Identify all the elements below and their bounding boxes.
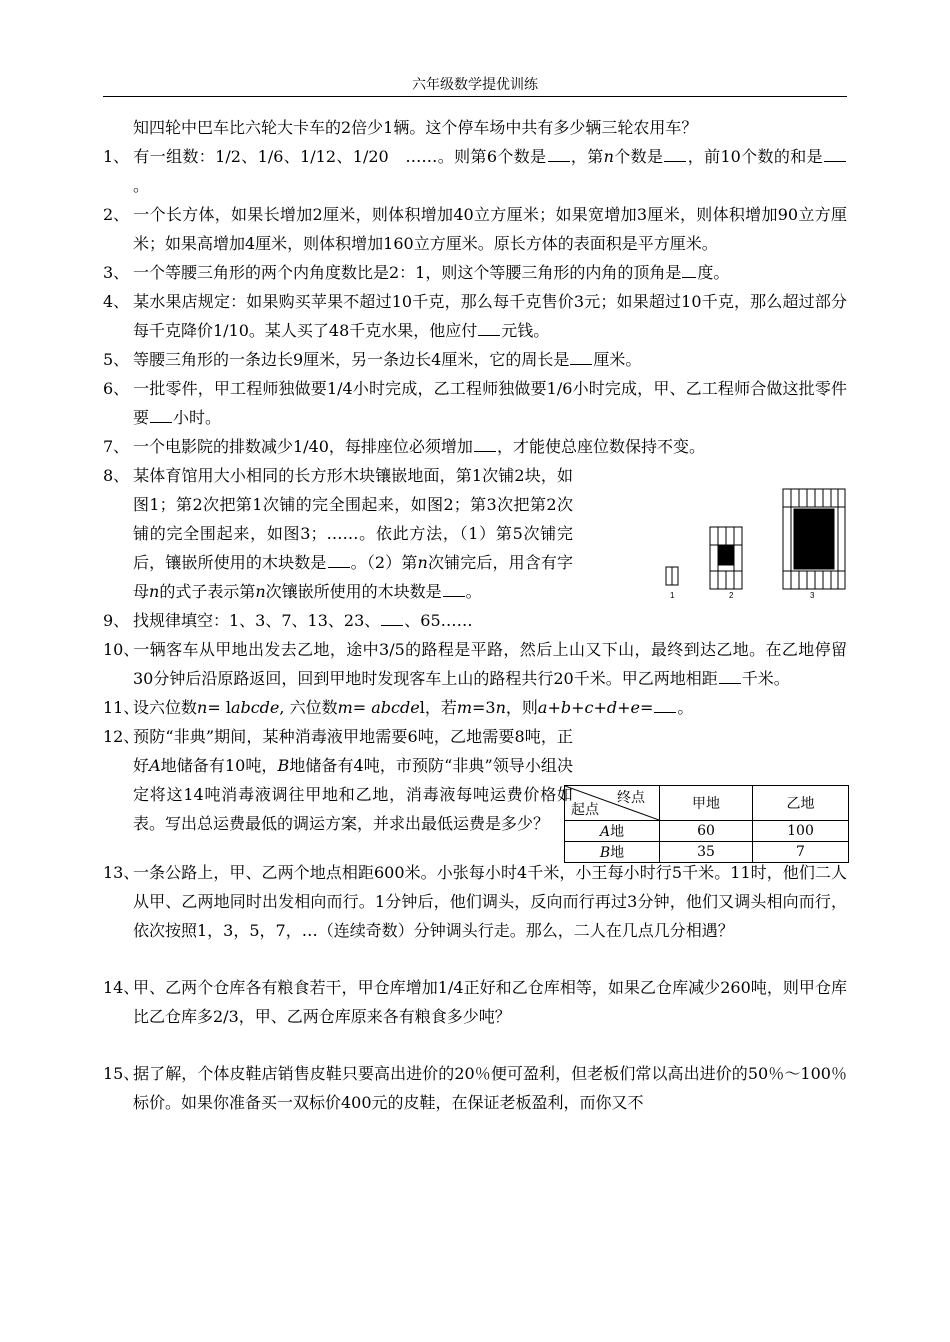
answer-blank[interactable] <box>664 143 686 162</box>
problem-1: 1、 有一组数：1/2、1/6、1/12、1/20 ……。则第6个数是 ，第n个数是 ，前10个数的和是。 <box>103 142 847 200</box>
problem-10: 10、一辆客车从甲地出发去乙地，途中3/5的路程是平路，然后上山又下山，最终到达乙地。在乙地停留30分钟后沿原路返回，回到甲地时发现客车上山的路程共行20千米。甲乙两地相距 千米。 <box>103 640 847 688</box>
document-body <box>103 113 847 1117</box>
problem-9: 9、 找规律填空：1、3、7、13、23、 、65…… <box>103 606 847 635</box>
corner-bottom-label: 起点 <box>571 802 599 818</box>
figure-1 <box>666 567 678 585</box>
row-header: A地 <box>565 821 660 842</box>
answer-blank[interactable] <box>150 404 172 423</box>
answer-blank[interactable] <box>682 259 696 278</box>
answer-blank[interactable] <box>328 549 350 568</box>
table-header-row <box>565 786 849 821</box>
problem-12: 12、预防“非典”期间，某种消毒液甲地需要6吨，乙地需要8吨，正好A地储备有10吨，B地储备有4吨，市预防“非典”领导小组决定将这14吨消毒液调往甲地和乙地，消毒液每吨运费价格如表。写出总运费最低的调运方案，并求出最低运费是多少？ <box>103 727 573 833</box>
problem-3: 3、 一个等腰三角形的两个内角度数比是2：1，则这个等腰三角形的内角的顶角是 度。 <box>103 258 847 287</box>
problem-6: 6、 一批零件，甲工程师独做要1/4小时完成，乙工程师独做要1/6小时完成，甲、乙工程师合做这批零件要 小时。 <box>103 379 847 427</box>
tiling-figure <box>663 487 853 607</box>
table-cell: 100 <box>753 821 849 842</box>
table-cell: 35 <box>660 842 753 863</box>
answer-blank[interactable] <box>570 346 592 365</box>
problem-8: 8、 某体育馆用大小相同的长方形木块镶嵌地面，第1次铺2块，如图1；第2次把第1次铺的完全围起来，如图2；第3次把第2次铺的完全围起来，如图3；……。依此方法，（1）第5次铺完后，镶嵌所使用的木块数是 。（2）第n次铺完后，用含有字母n的式子表示第n次镶嵌所使用的木块数是 。 <box>103 466 573 601</box>
table-cell: 7 <box>753 842 849 863</box>
answer-blank[interactable] <box>474 433 496 452</box>
answer-blank[interactable] <box>381 607 403 626</box>
figure-label-3: 3 <box>810 591 815 600</box>
column-header: 乙地 <box>753 786 849 821</box>
freight-cost-table <box>564 785 849 863</box>
answer-blank[interactable] <box>654 694 676 713</box>
intro-line: 知四轮中巴车比六轮大卡车的2倍少1辆。这个停车场中共有多少辆三轮农用车？ <box>133 118 698 137</box>
figure-label-1: 1 <box>670 591 675 600</box>
problem-number: 1、 <box>103 147 130 166</box>
figure-3 <box>783 489 845 589</box>
answer-blank[interactable] <box>548 143 570 162</box>
corner-top-label: 终点 <box>617 790 645 806</box>
answer-blank[interactable] <box>478 317 500 336</box>
problem-5: 5、 等腰三角形的一条边长9厘米，另一条边长4厘米，它的周长是 厘米。 <box>103 345 847 374</box>
page-header: 六年级数学提优训练 <box>412 77 538 93</box>
figure-2 <box>710 527 742 589</box>
column-header: 甲地 <box>660 786 753 821</box>
row-header: B地 <box>565 842 660 863</box>
table-row <box>565 821 849 842</box>
answer-blank[interactable] <box>824 143 846 162</box>
figure-label-2: 2 <box>729 591 734 600</box>
header-rule <box>103 96 847 97</box>
tiling-diagrams <box>663 487 853 602</box>
problem-7: 7、 一个电影院的排数减少1/40，每排座位必须增加 ，才能使总座位数保持不变。 <box>103 432 847 461</box>
answer-blank[interactable] <box>719 665 741 684</box>
table-cell: 60 <box>660 821 753 842</box>
problem-15: 15、据了解，个体皮鞋店销售皮鞋只要高出进价的20％便可盈利，但老板们常以高出进价的50％～100％标价。如果你准备买一双标价400元的皮鞋，在保证老板盈利，而你又不 <box>103 1064 847 1112</box>
problem-13: 13、一条公路上，甲、乙两个地点相距600米。小张每小时4千米，小王每小时行5千米。11时，他们二人从甲、乙两地同时出发相向而行。1分钟后，他们调头，反向而行再过3分钟，他们又调头相向而行，依次按照1，3，5，7，…（连续奇数）分钟调头行走。那么，二人在几点几分相遇？ <box>103 863 847 940</box>
answer-blank[interactable] <box>443 578 465 597</box>
corner-cell <box>565 786 660 821</box>
problem-2: 2、 一个长方体，如果长增加2厘米，则体积增加40立方厘米；如果宽增加3厘米，则体积增加90立方厘米；如果高增加4厘米，则体积增加160立方厘米。原长方体的表面积是平方厘米。 <box>103 205 847 253</box>
table-row <box>565 842 849 863</box>
problem-11: 11、设六位数n= labcde, 六位数m= abcdel，若m=3n，则a+b+c+d+e= 。 <box>103 693 847 722</box>
problem-4: 4、 某水果店规定：如果购买苹果不超过10千克，那么每千克售价3元；如果超过10千克，那么超过部分每千克降价1/10。某人买了48千克水果，他应付 元钱。 <box>103 292 847 340</box>
problem-14: 14、甲、乙两个仓库各有粮食若干，甲仓库增加1/4正好和乙仓库相等，如果乙仓库减少260吨，则甲仓库比乙仓库多2/3，甲、乙两仓库原来各有粮食多少吨？ <box>103 978 847 1026</box>
